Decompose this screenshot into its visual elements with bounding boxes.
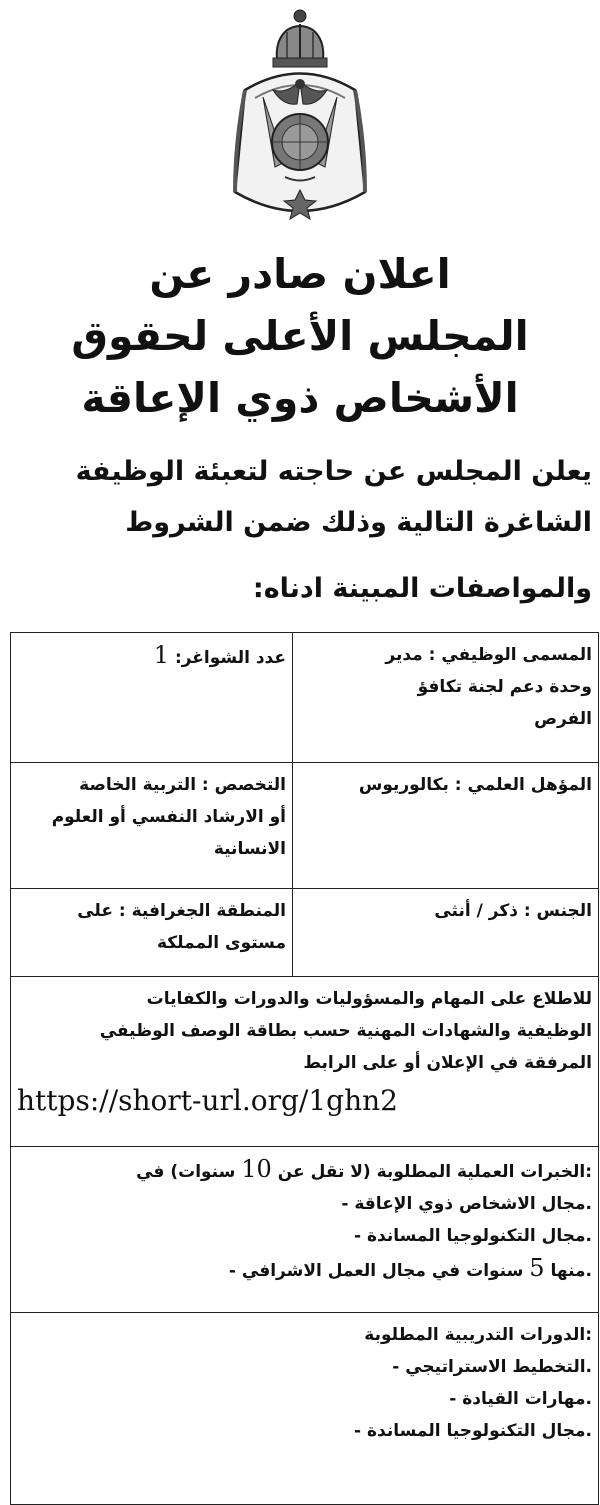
experience-item: .مجال التكنولوجيا المساندة - [354,1226,592,1246]
table-row [11,1147,599,1313]
training-item: .مهارات القيادة - [449,1389,592,1409]
job-details-table [10,632,599,1505]
coat-of-arms-emblem [215,2,385,240]
info-line: المرفقة في الإعلان أو على الرابط [303,1053,592,1073]
experience-years: 10 [241,1155,272,1183]
announcement-heading-line3: الأشخاص ذوي الإعاقة [81,374,519,422]
info-line: للاطلاع على المهام والمسؤوليات والدورات والكفايات [146,989,592,1009]
vacancies-value: 1 [153,641,170,669]
training-heading: :الدورات التدريبية المطلوبة [364,1325,592,1345]
supervisory-years: 5 [529,1254,545,1282]
gender-cell: الجنس : ذكر / أنثى [293,889,599,977]
experience-item-text: .منها [550,1261,592,1281]
region-line: مستوى المملكة [156,933,286,953]
intro-line2: الشاغرة التالية وذلك ضمن الشروط [125,507,592,538]
training-item: .التخطيط الاستراتيجي - [392,1357,592,1377]
experience-item [15,1252,592,1287]
table-row [11,977,599,1147]
specialization-line: أو الارشاد النفسي أو العلوم [51,807,286,827]
specialization-line: التخصص : التربية الخاصة [79,775,286,795]
intro-line1: يعلن المجلس عن حاجته لتعبئة الوظيفة [75,456,592,487]
intro-line3: والمواصفات المبينة ادناه: [252,573,592,604]
specialization-line: الانسانية [213,839,286,859]
job-title-cell [293,633,599,763]
experience-cell [11,1147,599,1313]
announcement-heading-line2: المجلس الأعلى لحقوق [71,312,529,360]
region-line: المنطقة الجغرافية : على [77,901,286,921]
job-title-line: وحدة دعم لجنة تكافؤ [417,677,592,697]
experience-heading-text: :الخبرات العملية المطلوبة (لا تقل عن [277,1162,592,1182]
job-title-line: الفرص [534,709,592,729]
announcement-heading-line1: اعلان صادر عن [149,250,451,298]
experience-heading-text: سنوات) في [136,1162,236,1182]
experience-item: .مجال الاشخاص ذوي الإعاقة - [341,1194,592,1214]
vacancies-cell [11,633,293,763]
table-row [11,1313,599,1505]
table-row [11,889,599,977]
job-title-line: المسمى الوظيفي : مدير [385,645,592,665]
training-cell [11,1313,599,1505]
training-item: .مجال التكنولوجيا المساندة - [354,1421,592,1441]
region-cell [11,889,293,977]
qualification-cell: المؤهل العلمي : بكالوريوس [293,763,599,889]
experience-item-text: سنوات في مجال العمل الاشرافي - [228,1261,524,1281]
experience-heading [15,1153,592,1188]
table-row [11,633,599,763]
info-line: الوظيفية والشهادات المهنية حسب بطاقة الوصف الوظيفي [99,1021,592,1041]
vacancies-label: عدد الشواغر: [174,648,286,668]
table-row [11,763,599,889]
specialization-cell [11,763,293,889]
job-description-link[interactable]: https://short-url.org/1ghn2 [17,1084,398,1117]
info-cell [11,977,599,1147]
